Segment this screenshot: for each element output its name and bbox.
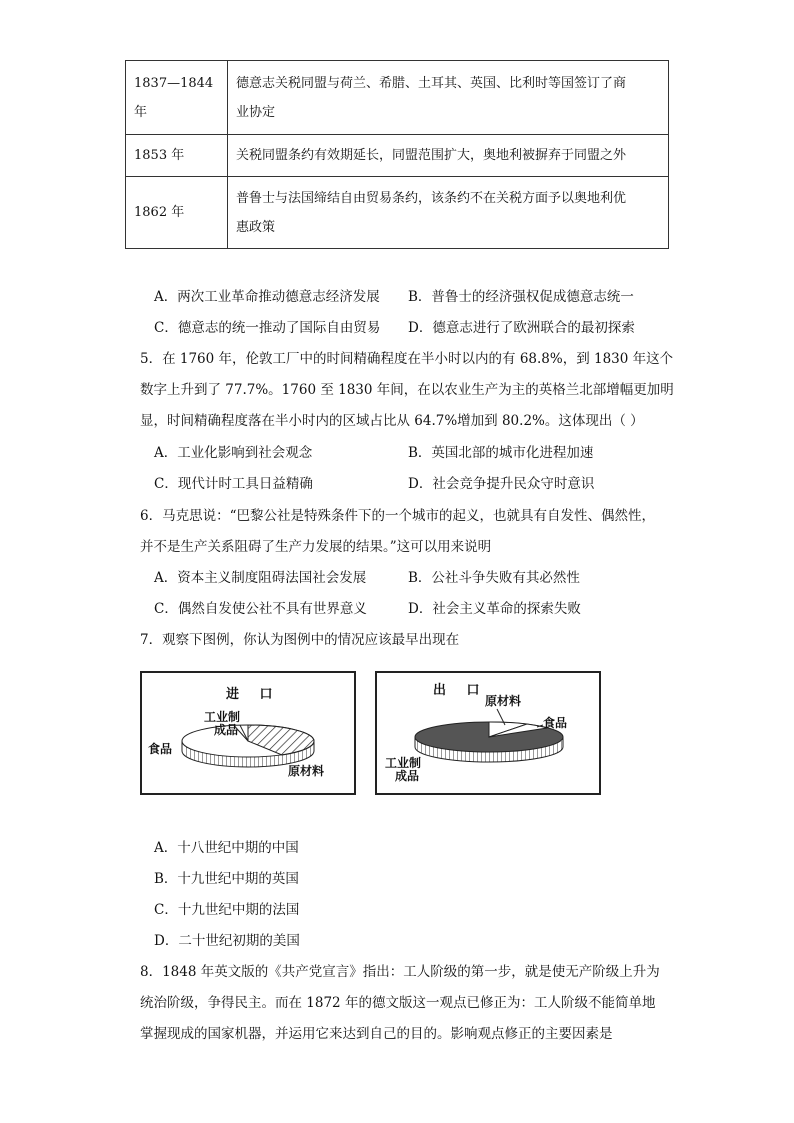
import-label-raw: 原材料: [288, 764, 325, 778]
q7-stem: 7．观察下图例，你认为图例中的情况应该最早出现在: [140, 632, 460, 648]
q5-stem-line: 显，时间精确程度落在半小时内的区域占比从 64.7%增加到 80.2%。这体现出（ ）: [140, 413, 644, 429]
q6-option-b[interactable]: B．公社斗争失败有其必然性: [408, 570, 580, 586]
table-cell-event-line: 惠政策: [236, 219, 276, 235]
q5-option-c[interactable]: C．现代计时工具日益精确: [154, 476, 313, 492]
import-pie-title: 进 口: [226, 687, 281, 702]
q7-option-b[interactable]: B．十九世纪中期的英国: [154, 871, 299, 887]
q4-option-d[interactable]: D．德意志进行了欧洲联合的最初探索: [408, 320, 635, 336]
q8-stem-line: 掌握现成的国家机器，并运用它来达到自己的目的。影响观点修正的主要因素是: [140, 1026, 613, 1042]
q7-option-a[interactable]: A．十八世纪中期的中国: [154, 840, 299, 856]
import-label-manufactured: 成品: [214, 723, 239, 737]
table-row: [126, 177, 669, 249]
table-cell-year: 1853 年: [126, 135, 228, 177]
table-cell-event: [228, 61, 669, 135]
import-label-manufactured: 工业制: [204, 710, 241, 724]
trade-history-table: [125, 60, 669, 249]
table-cell-year: 1862 年: [126, 177, 228, 249]
export-label-raw: 原材料: [485, 694, 522, 708]
table-cell-event-line: 德意志关税同盟与荷兰、希腊、土耳其、英国、比利时等国签订了商: [236, 75, 627, 91]
export-pie-title: 出 口: [433, 683, 488, 698]
import-pie-figure: [140, 671, 356, 795]
q6-stem-line: 并不是生产关系阻碍了生产力发展的结果。”这可以用来说明: [140, 539, 492, 555]
q5-option-a[interactable]: A．工业化影响到社会观念: [154, 445, 313, 461]
table-cell-year: 1837—1844年: [126, 61, 228, 135]
q7-option-d[interactable]: D．二十世纪初期的美国: [154, 933, 300, 949]
table-row: [126, 135, 669, 177]
q6-option-d[interactable]: D．社会主义革命的探索失败: [408, 601, 581, 617]
import-label-food: 食品: [148, 742, 173, 756]
table-cell-event: [228, 177, 669, 249]
export-pie-figure: [375, 671, 601, 795]
q8-stem-line: 统治阶级，争得民主。而在 1872 年的德文版这一观点已修正为：工人阶级不能简单地: [140, 995, 656, 1011]
q6-stem-line: 6．马克思说：“巴黎公社是特殊条件下的一个城市的起义，也就具有自发性、偶然性，: [140, 508, 655, 524]
table-cell-event: 关税同盟条约有效期延长，同盟范围扩大，奥地利被摒弃于同盟之外: [228, 135, 669, 177]
q5-option-d[interactable]: D．社会竞争提升民众守时意识: [408, 476, 595, 492]
table-cell-event-line: 普鲁士与法国缔结自由贸易条约，该条约不在关税方面予以奥地利优: [236, 190, 627, 206]
q6-option-a[interactable]: A．资本主义制度阻碍法国社会发展: [154, 570, 367, 586]
export-label-manufactured: 成品: [395, 769, 420, 783]
q4-option-b[interactable]: B．普鲁士的经济强权促成德意志统一: [408, 289, 634, 305]
q6-option-c[interactable]: C．偶然自发使公社不具有世界意义: [154, 601, 367, 617]
q5-stem-line: 5．在 1760 年，伦敦工厂中的时间精确程度在半小时以内的有 68.8%，到 1830 年这个: [140, 351, 674, 367]
export-label-food: 食品: [543, 716, 568, 730]
q4-option-a[interactable]: A．两次工业革命推动德意志经济发展: [154, 289, 380, 305]
table-cell-event-line: 业协定: [236, 104, 276, 120]
export-label-manufactured: 工业制: [385, 756, 422, 770]
q4-option-c[interactable]: C．德意志的统一推动了国际自由贸易: [154, 320, 381, 336]
q8-stem-line: 8．1848 年英文版的《共产党宣言》指出：工人阶级的第一步，就是使无产阶级上升为: [140, 964, 660, 980]
q5-option-b[interactable]: B．英国北部的城市化进程加速: [408, 445, 594, 461]
q7-option-c[interactable]: C．十九世纪中期的法国: [154, 902, 300, 918]
table-row: [126, 61, 669, 135]
q5-stem-line: 数字上升到了 77.7%。1760 至 1830 年间，在以农业生产为主的英格兰北部增幅更加明: [140, 382, 674, 398]
